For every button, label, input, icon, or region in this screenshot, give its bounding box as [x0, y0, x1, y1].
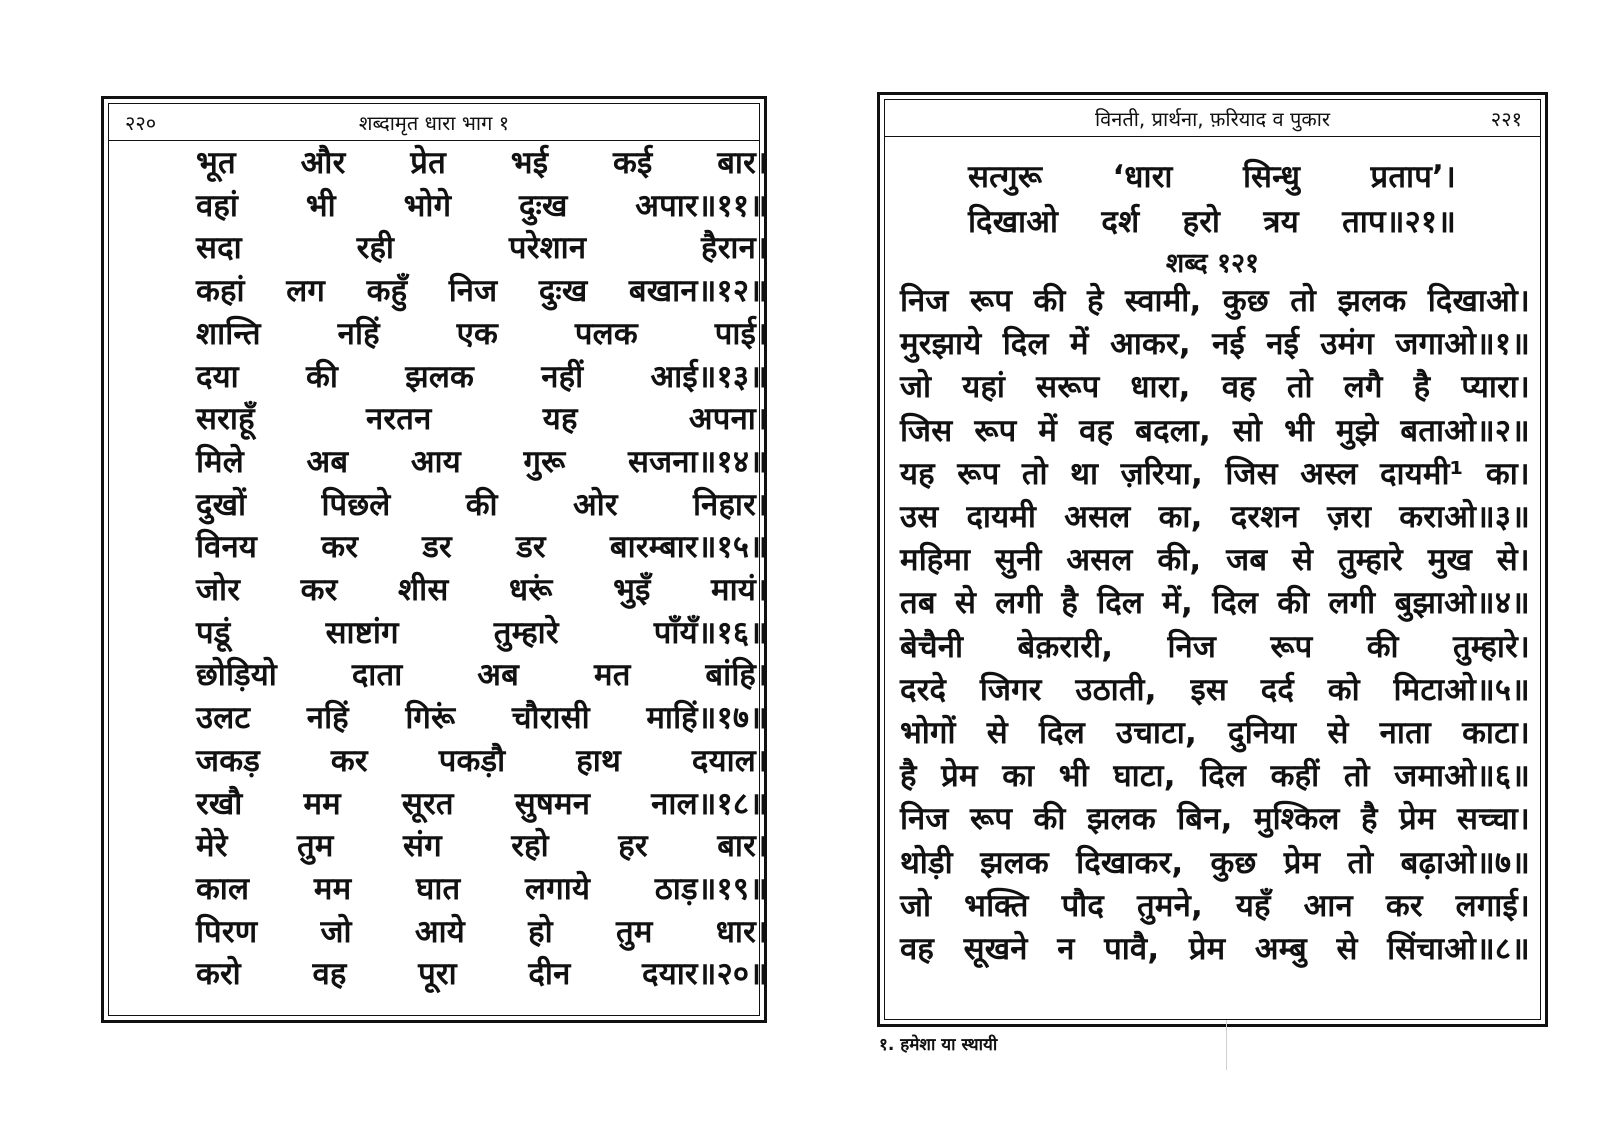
verse-word: सच्चा। — [1457, 801, 1530, 838]
verse-word: नरतन — [365, 401, 432, 438]
verse-word: निहार। — [693, 486, 768, 523]
left-page-number: २२० — [125, 111, 157, 135]
verse-word: बार। — [717, 145, 768, 181]
verse-word: गिरूं — [405, 700, 456, 737]
verse-word: सुनी — [994, 542, 1042, 579]
verse-word: लग — [286, 273, 326, 310]
verse-word: सुषमन — [514, 785, 591, 822]
verse-word: पिछले — [321, 486, 391, 523]
verse-word: परेशान — [508, 230, 587, 267]
verse-word: सूरत — [401, 785, 454, 822]
verse-word: नई — [1266, 326, 1300, 363]
verse-word: आकर, — [1110, 326, 1191, 363]
verse-word: मेरे — [196, 828, 228, 865]
verse-word: जमाओ॥६॥ — [1394, 758, 1530, 795]
verse-word: पाई। — [714, 315, 768, 352]
verse-line — [900, 929, 1530, 969]
verse-word: झलक — [405, 358, 475, 395]
verse-word: आय — [410, 443, 461, 480]
scan-fold-line — [1226, 1020, 1227, 1070]
verse-word: इस — [1190, 671, 1228, 708]
verse-word: दाता — [351, 657, 403, 694]
right-page-title: विनती, प्रार्थना, फ़रियाद व पुकार — [1094, 107, 1331, 131]
verse-word: का — [1002, 758, 1035, 795]
verse-line — [196, 228, 768, 268]
verse-word: माहिं॥१७॥ — [646, 700, 768, 737]
verse-word: अम्बु — [1254, 931, 1307, 967]
verse-word: निज — [1167, 628, 1217, 665]
verse-word: उलट — [196, 700, 251, 737]
verse-word: हो — [528, 913, 553, 950]
verse-word: भक्ति — [964, 887, 1029, 924]
verse-word: पडूं — [196, 614, 231, 651]
verse-word: जोर — [196, 572, 241, 608]
verse-line — [900, 281, 1530, 321]
verse-word: कहुँ — [366, 273, 408, 310]
verse-word: न — [1057, 931, 1075, 967]
verse-word: भई — [510, 145, 549, 181]
verse-line — [968, 202, 1456, 242]
verse-word: आई॥१३॥ — [650, 358, 768, 395]
verse-word: है — [900, 758, 917, 795]
shabd-heading: शब्द १२१ — [1165, 248, 1260, 279]
verse-word: कुछ — [1222, 283, 1269, 319]
verse-word: दरशन — [1230, 499, 1299, 535]
verse-word: तुम्हारे। — [1452, 628, 1530, 665]
verse-word: मायं। — [711, 572, 768, 608]
verse-line — [196, 698, 768, 738]
verse-word: मुश्किल — [1253, 801, 1340, 838]
verse-word: हर — [618, 828, 648, 865]
verse-word: पाँयँ॥१६॥ — [653, 614, 768, 651]
verse-word: सिंचाओ॥८॥ — [1387, 931, 1530, 967]
verse-word: तो — [1343, 758, 1370, 795]
verse-line — [196, 784, 768, 824]
verse-word: दुनिया — [1228, 715, 1297, 751]
verse-word: यह — [542, 401, 578, 438]
verse-line — [900, 670, 1530, 710]
verse-line — [196, 485, 768, 525]
verse-line — [196, 613, 768, 653]
verse-word: संग — [403, 828, 442, 865]
verse-word: कहीं — [1270, 758, 1320, 795]
verse-word: तुम्हारे — [1337, 542, 1403, 579]
verse-word: से — [1327, 715, 1349, 751]
verse-word: असल — [1064, 499, 1131, 535]
verse-word: तो — [1286, 369, 1313, 406]
verse-word: भी — [1058, 758, 1089, 795]
verse-word: का। — [1485, 455, 1530, 492]
verse-word: नाल॥१८॥ — [651, 785, 768, 822]
verse-word: की — [1366, 628, 1399, 665]
verse-word: अब — [477, 657, 520, 694]
verse-word: मिले — [196, 443, 244, 480]
verse-word: आये — [414, 913, 465, 950]
verse-word: तब — [900, 585, 936, 622]
verse-word: नई — [1212, 326, 1245, 363]
verse-word: दिखाओ — [968, 204, 1059, 240]
verse-word: दयाल। — [691, 742, 768, 779]
verse-line — [196, 912, 768, 952]
verse-word: की, — [1157, 542, 1202, 579]
verse-word: का, — [1158, 499, 1203, 535]
verse-word: उमंग — [1320, 326, 1375, 363]
verse-word: भोगे — [403, 187, 452, 224]
verse-word: कई — [613, 145, 653, 181]
verse-word: और — [300, 145, 346, 181]
verse-line — [900, 756, 1530, 796]
verse-word: अपार॥११॥ — [635, 187, 768, 224]
verse-word: भी — [305, 187, 336, 224]
verse-word: आन — [1303, 887, 1353, 924]
verse-line — [196, 143, 768, 183]
verse-line — [196, 869, 768, 909]
verse-word: से — [986, 715, 1008, 751]
verse-word: पिरण — [196, 913, 258, 950]
verse-word: घात — [416, 870, 461, 907]
verse-word: एक — [456, 315, 498, 352]
verse-word: कर — [1385, 887, 1423, 924]
verse-word: दायमी¹ — [1380, 455, 1464, 492]
verse-word: प्रताप’। — [1370, 159, 1456, 195]
verse-word: नहीं — [541, 358, 584, 395]
verse-word: हरो — [1182, 204, 1221, 240]
verse-line — [196, 186, 768, 226]
verse-line — [900, 454, 1530, 494]
verse-word: तो — [1021, 455, 1048, 492]
verse-line — [900, 411, 1530, 451]
verse-word: बांहि। — [705, 657, 768, 694]
verse-line — [196, 655, 768, 695]
verse-word: दिल — [1002, 326, 1049, 363]
verse-word: दिल — [1039, 715, 1085, 751]
verse-word: कराओ॥३॥ — [1399, 499, 1530, 535]
verse-word: सराहूँ — [196, 401, 255, 438]
verse-word: सजना॥१४॥ — [628, 443, 768, 480]
verse-word: की — [465, 486, 498, 523]
verse-word: झलक — [980, 844, 1049, 881]
verse-word: बढ़ाओ॥७॥ — [1400, 844, 1530, 881]
verse-word: प्रेम — [1399, 801, 1436, 838]
verse-word: बारम्बार॥१५॥ — [609, 529, 768, 566]
verse-word: भोगों — [900, 715, 956, 751]
verse-word: दर्द — [1260, 671, 1295, 708]
verse-word: लगै — [1343, 369, 1383, 406]
verse-word: ज़रा — [1327, 499, 1372, 535]
verse-word: बुझाओ॥४॥ — [1394, 585, 1530, 622]
verse-word: उचाटा, — [1116, 715, 1197, 751]
verse-word: महिमा — [900, 542, 971, 579]
verse-word: हे — [1086, 283, 1104, 319]
verse-word: रही — [356, 230, 395, 267]
verse-word: की — [1277, 585, 1310, 622]
verse-word: पौद — [1061, 887, 1105, 924]
verse-word: दिखाओ। — [1427, 283, 1530, 319]
verse-line — [900, 799, 1530, 839]
verse-word: झलक — [1086, 801, 1156, 838]
verse-word: छोड़ियो — [196, 657, 277, 694]
verse-word: जब — [1226, 542, 1268, 579]
verse-word: पलक — [574, 315, 638, 352]
verse-word: बार। — [717, 828, 768, 865]
verse-word: पावै, — [1104, 931, 1160, 967]
verse-word: रूप — [1270, 628, 1313, 665]
verse-word: तुमने, — [1136, 887, 1203, 924]
verse-word: जो — [900, 887, 932, 924]
footnote: १. हमेशा या स्थायी — [879, 1035, 998, 1055]
verse-word: दुःख — [519, 187, 568, 224]
verse-word: जगाओ॥१॥ — [1395, 326, 1530, 363]
verse-word: निज — [448, 273, 498, 310]
verse-word: धरूं — [509, 572, 553, 608]
verse-word: उस — [900, 499, 939, 535]
verse-word: डर — [422, 529, 452, 566]
verse-word: मम — [313, 870, 352, 907]
verse-word: बदला, — [1135, 412, 1211, 449]
verse-word: वह — [1221, 369, 1256, 406]
verse-line — [900, 627, 1530, 667]
verse-word: दीन — [528, 956, 571, 993]
verse-word: सत्गुरू — [968, 159, 1043, 195]
verse-line — [968, 157, 1456, 197]
verse-word: सिन्धु — [1242, 159, 1301, 195]
verse-word: बेक़रारी, — [1017, 628, 1114, 665]
verse-word: जो — [900, 369, 932, 406]
verse-word: प्रेम — [1283, 844, 1321, 881]
verse-word: झलक — [1337, 283, 1407, 319]
verse-line — [196, 741, 768, 781]
verse-word: था — [1070, 455, 1099, 492]
verse-word: लगाये — [525, 870, 591, 907]
verse-word: सो — [1232, 412, 1263, 449]
verse-word: लगाई। — [1455, 887, 1530, 924]
verse-word: अपना। — [688, 401, 768, 438]
verse-word: वह — [312, 956, 347, 993]
verse-line — [196, 527, 768, 567]
verse-word: ‘धारा — [1112, 159, 1173, 195]
verse-word: ठाड़॥१९॥ — [654, 870, 768, 907]
verse-word: तुम्हारे — [493, 614, 559, 651]
verse-word: से — [1292, 542, 1314, 579]
verse-word: कर — [300, 572, 338, 608]
verse-word: शीस — [398, 572, 449, 608]
verse-word: बताओ॥२॥ — [1400, 412, 1530, 449]
verse-word: धार। — [715, 913, 768, 950]
verse-line — [900, 497, 1530, 537]
verse-word: ताप॥२१॥ — [1342, 204, 1456, 240]
verse-word: से — [1336, 931, 1358, 967]
verse-word: मत — [593, 657, 631, 694]
verse-word: ज़रिया, — [1120, 455, 1203, 492]
verse-word: कहां — [196, 273, 245, 310]
verse-word: करो — [196, 956, 241, 993]
verse-word: को — [1327, 671, 1360, 708]
verse-word: बिन, — [1177, 801, 1233, 838]
verse-word: मुझे — [1336, 412, 1379, 449]
verse-word: रूप — [957, 455, 1000, 492]
verse-word: हैरान। — [701, 230, 768, 267]
verse-word: सरूप — [1036, 369, 1100, 406]
verse-word: बेचैनी — [900, 628, 964, 665]
verse-word: दिखाकर, — [1076, 844, 1184, 881]
verse-line — [196, 442, 768, 482]
verse-word: अब — [306, 443, 349, 480]
verse-word: तुम — [616, 913, 653, 950]
verse-word: सदा — [196, 230, 242, 267]
verse-word: से — [954, 585, 977, 622]
verse-word: काल — [196, 870, 250, 907]
verse-word: में — [1038, 412, 1058, 449]
verse-word: जो — [320, 913, 352, 950]
verse-word: लगी — [995, 585, 1043, 622]
verse-word: तुम — [297, 828, 334, 865]
verse-word: शान्ति — [196, 315, 261, 352]
verse-word: जिस — [1225, 455, 1278, 492]
verse-word: की — [306, 358, 339, 395]
verse-word: वह — [1079, 412, 1114, 449]
verse-line — [196, 954, 768, 994]
verse-word: घाटा, — [1113, 758, 1176, 795]
verse-word: रूप — [970, 283, 1013, 319]
verse-word: त्रय — [1263, 204, 1299, 240]
right-page-header — [885, 100, 1540, 137]
verse-word: असल — [1066, 542, 1133, 579]
verse-word: जिस — [900, 412, 953, 449]
verse-word: वहां — [196, 187, 239, 224]
verse-word: यहँ — [1235, 887, 1271, 924]
verse-line — [196, 826, 768, 866]
verse-line — [900, 367, 1530, 407]
verse-word: है — [1061, 585, 1079, 622]
verse-word: गुरू — [523, 443, 566, 480]
verse-word: दरदे — [900, 671, 947, 708]
left-page-title: शब्दामृत धारा भाग १ — [358, 111, 510, 135]
verse-word: दिल — [1212, 585, 1259, 622]
left-page — [101, 96, 767, 1023]
verse-word: तो — [1290, 283, 1317, 319]
verse-word: कर — [330, 742, 368, 779]
verse-word: की — [1033, 801, 1066, 838]
verse-word: यह — [900, 455, 935, 492]
verse-word: वह — [900, 931, 935, 967]
verse-word: निज — [900, 283, 949, 319]
verse-word: पूरा — [418, 956, 457, 993]
verse-word: में, — [1162, 585, 1194, 622]
verse-word: मुख — [1427, 542, 1473, 579]
verse-word: प्रेम — [941, 758, 978, 795]
verse-word: प्यारा। — [1461, 369, 1530, 406]
verse-word: लगी — [1328, 585, 1376, 622]
verse-word: नहिं — [306, 700, 349, 737]
verse-word: दिल — [1097, 585, 1144, 622]
verse-word: से। — [1496, 542, 1530, 579]
right-page — [877, 92, 1548, 1027]
verse-word: दर्श — [1101, 204, 1140, 240]
verse-word: मम — [303, 785, 341, 822]
verse-word: कर — [321, 529, 359, 566]
verse-word: रूप — [974, 412, 1017, 449]
verse-word: यहां — [962, 369, 1006, 406]
verse-word: धारा, — [1130, 369, 1191, 406]
verse-line — [900, 843, 1530, 883]
verse-word: है — [1413, 369, 1431, 406]
verse-line — [196, 314, 768, 354]
verse-word: नाता — [1379, 715, 1432, 751]
verse-word: कुछ — [1210, 844, 1257, 881]
verse-word: थोड़ी — [900, 844, 953, 881]
verse-line — [196, 570, 768, 610]
verse-word: प्रेत — [410, 145, 446, 181]
verse-word: तो — [1347, 844, 1374, 881]
verse-word: भी — [1284, 412, 1315, 449]
verse-word: पकड़ौ — [438, 742, 506, 779]
verse-word: भूत — [196, 145, 236, 181]
verse-word: काटा। — [1462, 715, 1530, 751]
verse-line — [900, 540, 1530, 580]
verse-word: अस्ल — [1300, 455, 1358, 492]
verse-word: दुःख — [538, 273, 588, 310]
verse-line — [196, 357, 768, 397]
verse-word: दुखों — [196, 486, 247, 523]
verse-line — [900, 583, 1530, 623]
verse-word: जकड़ — [196, 742, 260, 779]
verse-word: रखौ — [196, 785, 243, 822]
verse-line — [196, 271, 768, 311]
verse-word: मिटाओ॥५॥ — [1393, 671, 1530, 708]
verse-line — [196, 399, 768, 439]
verse-word: साष्टांग — [325, 614, 399, 651]
verse-word: रहो — [511, 828, 549, 865]
verse-word: हाथ — [576, 742, 621, 779]
verse-word: रूप — [970, 801, 1013, 838]
verse-word: दिल — [1200, 758, 1247, 795]
verse-line — [900, 713, 1530, 753]
verse-word: बखान॥१२॥ — [628, 273, 768, 310]
right-page-number: २२१ — [1490, 107, 1522, 131]
verse-word: सूखने — [963, 931, 1028, 967]
verse-word: ओर — [573, 486, 618, 523]
verse-word: डर — [516, 529, 546, 566]
left-page-header — [109, 104, 759, 141]
verse-word: दयार॥२०॥ — [642, 956, 768, 993]
verse-word: दायमी — [966, 499, 1037, 535]
verse-word: निज — [900, 801, 949, 838]
verse-word: भुइँ — [613, 572, 651, 608]
verse-word: नहिं — [337, 315, 380, 352]
verse-line — [900, 886, 1530, 926]
verse-word: उठाती, — [1075, 671, 1157, 708]
verse-word: मुरझाये — [900, 326, 982, 363]
verse-word: स्वामी, — [1125, 283, 1202, 319]
verse-word: है — [1361, 801, 1378, 838]
verse-word: दया — [196, 358, 239, 395]
verse-word: जिगर — [979, 671, 1042, 708]
verse-word: प्रेम — [1188, 931, 1226, 967]
verse-word: विनय — [196, 529, 258, 566]
verse-line — [900, 324, 1530, 364]
verse-word: चौरासी — [511, 700, 590, 737]
verse-word: की — [1033, 283, 1066, 319]
verse-word: में — [1070, 326, 1089, 363]
